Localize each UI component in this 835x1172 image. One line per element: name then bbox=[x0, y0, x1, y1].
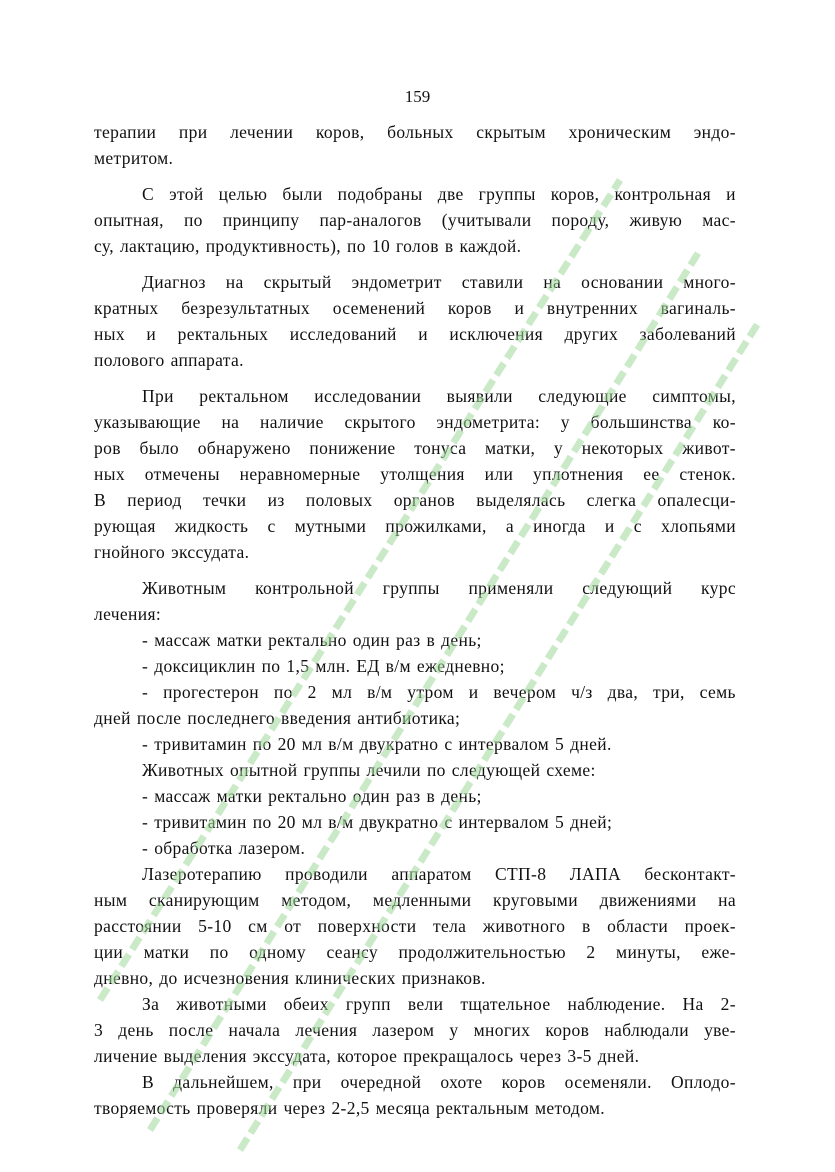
text-line: - массаж матки ректально один раз в день; bbox=[142, 630, 482, 650]
text-line: полового аппарата. bbox=[94, 350, 244, 370]
text-line: За животными обеих групп вели тщательное наблюдение. На 2- bbox=[142, 994, 736, 1014]
text-line: Лазеротерапию проводили аппаратом СТП-8 ЛАПА бесконтакт- bbox=[142, 864, 736, 884]
text-line: - массаж матки ректально один раз в день; bbox=[142, 786, 482, 806]
text-line: Животных опытной группы лечили по следующей схеме: bbox=[142, 760, 596, 780]
paragraph bbox=[94, 809, 736, 835]
paragraph bbox=[94, 1069, 736, 1121]
text-line: гнойного экссудата. bbox=[94, 542, 250, 562]
paragraph bbox=[94, 679, 736, 731]
paragraph bbox=[94, 835, 736, 861]
text-line: расстоянии 5-10 см от поверхности тела животного в области проек- bbox=[94, 916, 736, 936]
text-line: В дальнейшем, при очередной охоте коров осеменяли. Оплодо- bbox=[142, 1072, 736, 1092]
paragraph bbox=[94, 575, 736, 627]
text-line: 3 день после начала лечения лазером у многих коров наблюдали уве- bbox=[94, 1020, 736, 1040]
text-line: указывающие на наличие скрытого эндометрита: у большинства ко- bbox=[94, 412, 736, 432]
text-line: опытная, по принципу пар-аналогов (учитывали породу, живую мас- bbox=[94, 210, 736, 230]
text-line: терапии при лечении коров, больных скрытым хроническим эндо- bbox=[94, 122, 736, 142]
text-line: При ректальном исследовании выявили следующие симптомы, bbox=[142, 386, 736, 406]
paragraph bbox=[94, 731, 736, 757]
text-line: ным сканирующим методом, медленными круговыми движениями на bbox=[94, 890, 736, 910]
paragraph bbox=[94, 757, 736, 783]
text-line: творяемость проверяли через 2-2,5 месяца ректальным методом. bbox=[94, 1098, 606, 1118]
paragraph bbox=[94, 119, 736, 171]
text-line: кратных безрезультатных осеменений коров и внутренних вагиналь- bbox=[94, 298, 736, 318]
paragraph bbox=[94, 783, 736, 809]
page-number: 159 bbox=[404, 87, 431, 106]
paragraph bbox=[94, 383, 736, 565]
text-line: ных отмечены неравномерные утолщения или уплотнения ее стенок. bbox=[94, 464, 736, 484]
text-line: су, лактацию, продуктивность), по 10 голов в каждой. bbox=[94, 236, 522, 256]
text-line: - прогестерон по 2 мл в/м утром и вечером ч/з два, три, семь bbox=[142, 682, 736, 702]
paragraph bbox=[94, 627, 736, 653]
text-line: - обработка лазером. bbox=[142, 838, 306, 858]
paragraph bbox=[94, 861, 736, 991]
text-line: дней после последнего введения антибиотика; bbox=[94, 708, 461, 728]
paragraph bbox=[94, 181, 736, 259]
text-line: В период течки из половых органов выделялась слегка опалесци- bbox=[94, 490, 736, 510]
text-line: ции матки по одному сеансу продолжительностью 2 минуты, еже- bbox=[94, 942, 736, 962]
text-line: метритом. bbox=[94, 148, 174, 168]
text-line: ных и ректальных исследований и исключения других заболеваний bbox=[94, 324, 736, 344]
text-line: С этой целью были подобраны две группы коров, контрольная и bbox=[142, 184, 736, 204]
text-line: - доксициклин по 1,5 млн. ЕД в/м ежедневно; bbox=[142, 656, 505, 676]
text-line: личение выделения экссудата, которое прекращалось через 3-5 дней. bbox=[94, 1046, 640, 1066]
text-body bbox=[94, 119, 736, 1121]
paragraph bbox=[94, 269, 736, 373]
text-line: - тривитамин по 20 мл в/м двукратно с интервалом 5 дней. bbox=[142, 734, 612, 754]
paragraph bbox=[94, 991, 736, 1069]
text-line: дневно, до исчезновения клинических признаков. bbox=[94, 968, 486, 988]
text-line: лечения: bbox=[94, 604, 162, 624]
text-line: Животным контрольной группы применяли следующий курс bbox=[142, 578, 736, 598]
text-line: Диагноз на скрытый эндометрит ставили на основании много- bbox=[142, 272, 736, 292]
paragraph bbox=[94, 653, 736, 679]
text-line: - тривитамин по 20 мл в/м двукратно с интервалом 5 дней; bbox=[142, 812, 613, 832]
text-line: рующая жидкость с мутными прожилками, а иногда и с хлопьями bbox=[94, 516, 736, 536]
text-line: ров было обнаружено понижение тонуса матки, у некоторых живот- bbox=[94, 438, 736, 458]
